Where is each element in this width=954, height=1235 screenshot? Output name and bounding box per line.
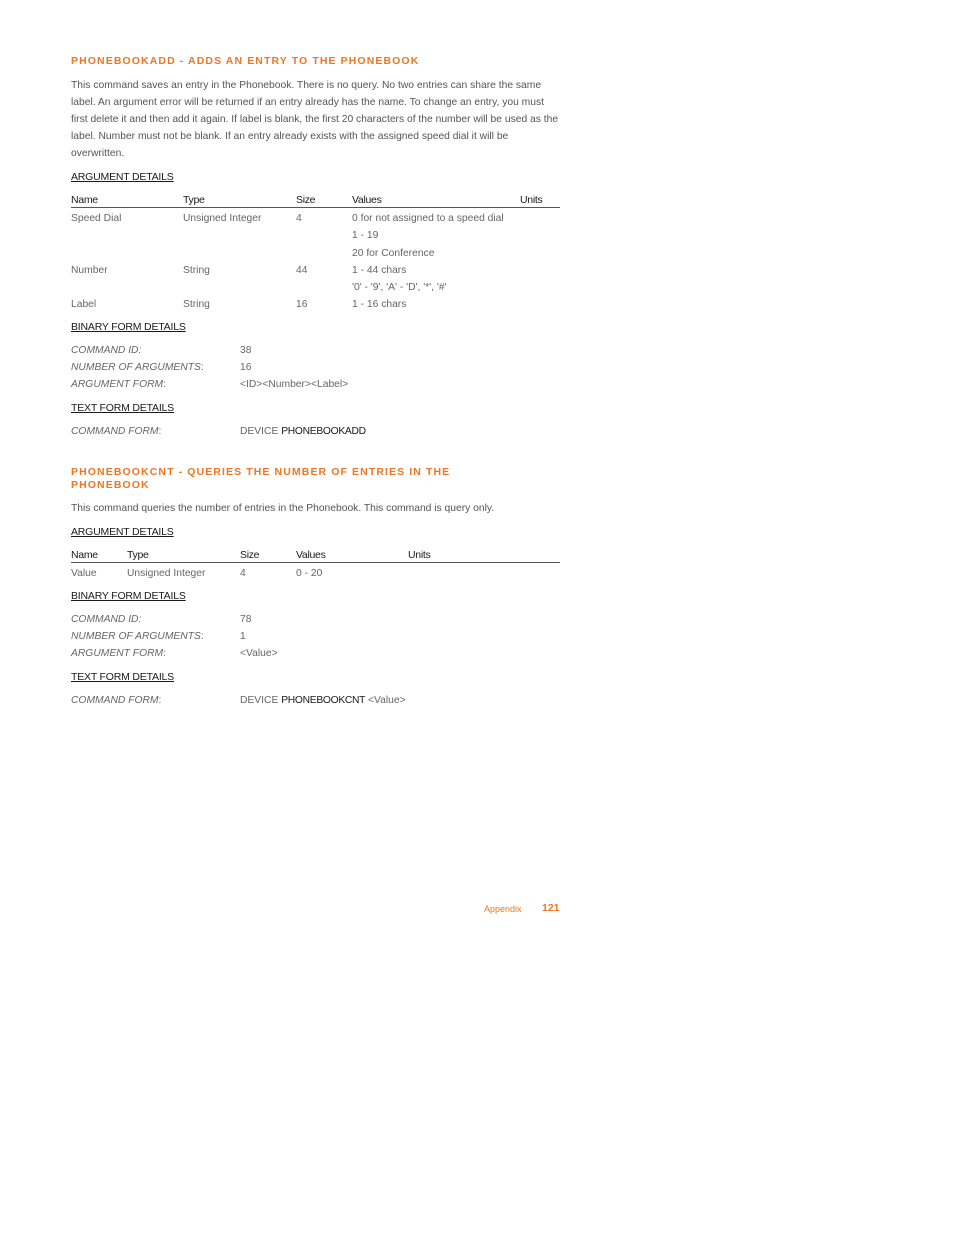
cell-value: 1 - 19 <box>352 230 379 241</box>
command-id-label: COMMAND ID: <box>71 345 142 356</box>
command-id-value: 38 <box>240 345 252 356</box>
arg-form-label: ARGUMENT FORM: <box>71 379 166 390</box>
section-description-phonebookcnt: This command queries the number of entries in the Phonebook. This command is query only. <box>71 503 495 514</box>
command-form-label: COMMAND FORM: <box>71 426 162 437</box>
column-header-units: Units <box>520 194 543 206</box>
column-header-name: Name <box>71 549 98 561</box>
column-header-units: Units <box>408 549 431 561</box>
argument-details-heading: ARGUMENT DETAILS <box>71 526 174 538</box>
page-number: 121 <box>542 902 560 914</box>
num-args-label: NUMBER OF ARGUMENTS: <box>71 631 204 642</box>
cell-type: String <box>183 299 210 310</box>
column-header-type: Type <box>127 549 149 561</box>
section-description-phonebookadd: This command saves an entry in the Phonebook. There is no query. No two entries can share the same label. An argument error will be returned if an entry already has the name. To change an entry, you must first delete it and then add it again. If label is blank, the first 20 characters of the number will be used as the label. Number must not be blank. If an entry already exists with the assigned speed dial it will be overwritten. <box>71 80 559 159</box>
cell-value: '0' - '9', 'A' - 'D', '*', '#' <box>352 282 447 293</box>
num-args-label-text: NUMBER OF ARGUMENTS <box>71 631 201 642</box>
command-name: PHONEBOOKCNT <box>281 695 366 706</box>
command-form-value <box>240 695 406 706</box>
cell-name: Number <box>71 265 108 276</box>
cell-value: 1 - 44 chars <box>352 265 407 276</box>
command-name: PHONEBOOKADD <box>281 426 366 437</box>
table-header-rule <box>71 562 560 563</box>
column-header-values: Values <box>352 194 382 206</box>
column-header-name: Name <box>71 194 98 206</box>
arg-form-label-text: ARGUMENT FORM <box>71 379 164 390</box>
arg-form-label-text: ARGUMENT FORM <box>71 648 164 659</box>
cell-type: Unsigned Integer <box>127 568 206 579</box>
command-id-value: 78 <box>240 614 252 625</box>
table-header-rule <box>71 207 560 208</box>
cell-value: 20 for Conference <box>352 248 435 259</box>
cell-name: Value <box>71 568 97 579</box>
command-form-label-text: COMMAND FORM <box>71 426 159 437</box>
num-args-label-text: NUMBER OF ARGUMENTS <box>71 362 201 373</box>
section-title-phonebookcnt <box>71 466 531 492</box>
column-header-size: Size <box>240 549 260 561</box>
command-id-label: COMMAND ID: <box>71 614 142 625</box>
command-form-label: COMMAND FORM: <box>71 695 162 706</box>
num-args-label: NUMBER OF ARGUMENTS: <box>71 362 204 373</box>
command-form-value <box>240 426 366 437</box>
command-prefix: DEVICE <box>240 695 279 706</box>
footer-section-label: Appendix <box>484 904 522 914</box>
cell-value: 1 - 16 chars <box>352 299 407 310</box>
section-title-phonebookadd: PHONEBOOKADD - ADDS AN ENTRY TO THE PHONEBOOK <box>71 55 420 67</box>
cell-type: String <box>183 265 210 276</box>
command-suffix: <Value> <box>368 695 406 706</box>
cell-name: Label <box>71 299 97 310</box>
cell-size: 4 <box>240 568 246 579</box>
column-header-values: Values <box>296 549 326 561</box>
section-title-line: PHONEBOOK <box>71 479 150 491</box>
argument-details-heading: ARGUMENT DETAILS <box>71 171 174 183</box>
cell-size: 4 <box>296 213 302 224</box>
arg-form-label: ARGUMENT FORM: <box>71 648 166 659</box>
cell-size: 44 <box>296 265 308 276</box>
cell-size: 16 <box>296 299 308 310</box>
num-args-value: 1 <box>240 631 246 642</box>
binary-form-heading: BINARY FORM DETAILS <box>71 590 186 602</box>
arg-form-value: <ID><Number><Label> <box>240 379 349 390</box>
num-args-value: 16 <box>240 362 252 373</box>
text-form-heading: TEXT FORM DETAILS <box>71 402 174 414</box>
cell-type: Unsigned Integer <box>183 213 262 224</box>
column-header-type: Type <box>183 194 205 206</box>
command-form-label-text: COMMAND FORM <box>71 695 159 706</box>
text-form-heading: TEXT FORM DETAILS <box>71 671 174 683</box>
cell-name: Speed Dial <box>71 213 122 224</box>
binary-form-heading: BINARY FORM DETAILS <box>71 321 186 333</box>
column-header-size: Size <box>296 194 316 206</box>
section-title-line: PHONEBOOKCNT - QUERIES THE NUMBER OF ENTRIES IN THE <box>71 466 451 478</box>
cell-value: 0 - 20 <box>296 568 323 579</box>
command-prefix: DEVICE <box>240 426 279 437</box>
arg-form-value: <Value> <box>240 648 278 659</box>
cell-value: 0 for not assigned to a speed dial <box>352 213 504 224</box>
